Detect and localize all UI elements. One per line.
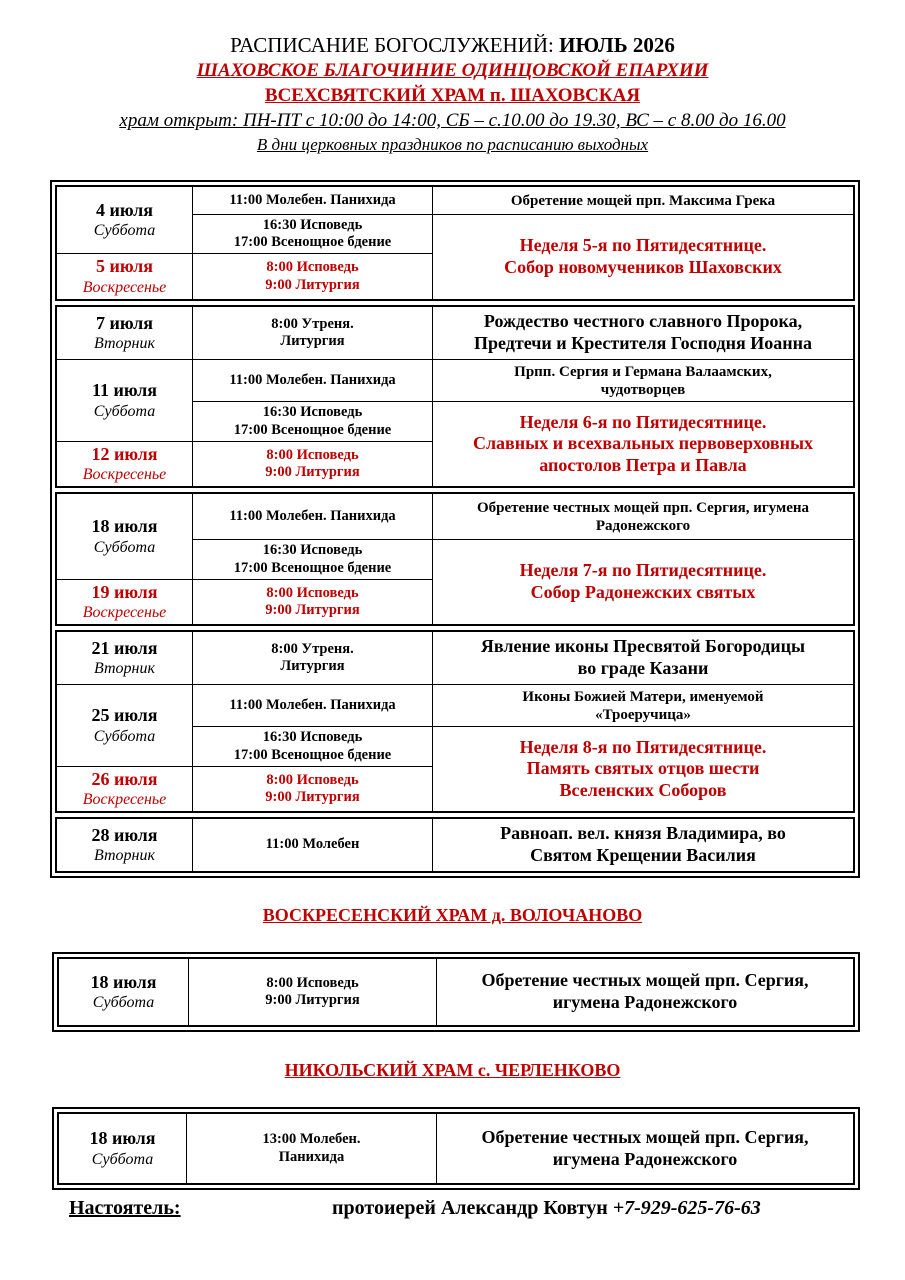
service-line: 17:00 Всенощное бдение <box>233 746 392 763</box>
weekday: Суббота <box>93 402 156 420</box>
service-line: 17:00 Всенощное бдение <box>233 559 392 576</box>
date: 21 июля <box>91 637 158 658</box>
schedule-block-3 <box>55 492 855 626</box>
date-cell <box>57 307 192 359</box>
date-cell <box>57 187 192 253</box>
service-line: 8:00 Исповедь <box>266 771 359 788</box>
schedule-block-1 <box>55 185 855 301</box>
feast-cell <box>433 215 853 299</box>
feast-line: Память святых отцов шести <box>526 758 760 779</box>
title-month: ИЮЛЬ 2026 <box>559 33 675 57</box>
volochanovo-block <box>57 957 855 1027</box>
service-line: 17:00 Всенощное бдение <box>233 421 392 438</box>
service-line: 9:00 Литургия <box>265 992 360 1008</box>
date-cell <box>57 580 192 624</box>
feast-line: Славных и всехвальных первоверховных <box>472 433 814 454</box>
feast-line: Неделя 7-я по Пятидесятнице. <box>519 560 767 581</box>
date: 18 июля <box>90 971 157 992</box>
feast-line: Неделя 6-я по Пятидесятнице. <box>519 411 767 432</box>
weekday: Вторник <box>94 847 155 865</box>
feast-cell <box>433 187 853 214</box>
feast-line: Равноап. вел. князя Владимира, во <box>500 823 786 844</box>
rector-phone: +7-929-625-76-63 <box>612 1197 761 1219</box>
date: 7 июля <box>95 312 153 333</box>
service-cell <box>193 819 432 871</box>
deanery-heading: ШАХОВСКОЕ БЛАГОЧИНИЕ ОДИНЦОВСКОЙ ЕПАРХИИ <box>196 60 709 81</box>
date-cell <box>57 632 192 684</box>
service-line: 8:00 Исповедь <box>266 259 359 276</box>
title-text: РАСПИСАНИЕ БОГОСЛУЖЕНИЙ: <box>230 33 560 57</box>
date: 26 июля <box>91 768 158 789</box>
feast-line: Обретение мощей прп. Максима Грека <box>510 192 776 209</box>
feast-line: Радонежского <box>595 517 691 534</box>
rector-info <box>332 1197 761 1220</box>
weekday: Суббота <box>92 994 155 1012</box>
weekday: Воскресенье <box>82 466 167 484</box>
service-line: 16:30 Исповедь <box>262 729 363 746</box>
date: 5 июля <box>95 256 153 277</box>
service-cell <box>193 402 432 441</box>
date: 25 июля <box>91 705 158 726</box>
service-line: 17:00 Всенощное бдение <box>233 234 392 250</box>
feast-line: Иконы Божией Матери, именуемой <box>522 688 764 705</box>
service-cell <box>193 307 432 359</box>
weekday: Вторник <box>94 335 155 353</box>
weekday: Воскресенье <box>82 604 167 622</box>
service-line: 8:00 Исповедь <box>266 446 359 463</box>
cherlenkovo-block <box>57 1112 855 1185</box>
service-line: 11:00 Молебен. Панихида <box>229 507 396 524</box>
service-line: 9:00 Литургия <box>265 789 360 805</box>
service-line: 8:00 Исповедь <box>266 584 359 601</box>
service-line: 16:30 Исповедь <box>262 404 363 421</box>
holidays-note: В дни церковных праздников по расписанию выходных <box>256 135 649 154</box>
weekday: Суббота <box>91 1150 154 1168</box>
feast-cell <box>433 402 853 486</box>
church-heading: ВСЕХСВЯТСКИЙ ХРАМ п. ШАХОВСКАЯ <box>264 85 641 106</box>
feast-line: игумена Радонежского <box>552 992 738 1012</box>
service-line: Литургия <box>280 658 345 674</box>
service-cell <box>189 959 436 1025</box>
feast-line: во граде Казани <box>577 658 709 678</box>
date: 11 июля <box>91 380 158 401</box>
feast-cell <box>433 494 853 539</box>
rector-label: Настоятель: <box>69 1197 181 1219</box>
schedule-block-4 <box>55 630 855 813</box>
feast-cell <box>433 360 853 401</box>
date-cell <box>57 442 192 486</box>
service-cell <box>193 685 432 726</box>
date-cell <box>57 767 192 811</box>
service-cell <box>193 360 432 401</box>
date-cell <box>57 819 192 871</box>
feast-line: Обретение честных мощей прп. Сергия, <box>481 970 809 991</box>
date: 19 июля <box>91 581 158 602</box>
date-cell <box>57 360 192 441</box>
rector-name: протоиерей Александр Ковтун <box>332 1197 608 1219</box>
weekday: Вторник <box>94 660 155 678</box>
feast-line: «Троеручица» <box>595 706 691 723</box>
feast-line: Обретение честных мощей прп. Сергия, <box>481 1126 809 1147</box>
service-line: 9:00 Литургия <box>265 602 360 618</box>
service-cell <box>187 1114 436 1183</box>
service-cell <box>193 254 432 299</box>
feast-line: Обретение честных мощей прп. Сергия, игумена <box>476 499 810 516</box>
feast-line: Вселенских Соборов <box>559 779 727 800</box>
service-line: Панихида <box>278 1148 345 1165</box>
service-line: Литургия <box>280 333 345 349</box>
service-line: 11:00 Молебен. Панихида <box>229 191 396 208</box>
feast-line: Явление иконы Пресвятой Богородицы <box>480 636 806 657</box>
service-line: 16:30 Исповедь <box>262 216 363 233</box>
service-cell <box>193 540 432 579</box>
service-line: 8:00 Утреня. <box>271 315 354 332</box>
date-cell <box>57 254 192 299</box>
service-line: 8:00 Утреня. <box>271 640 354 657</box>
date-cell <box>59 959 188 1025</box>
service-line: 13:00 Молебен. <box>262 1131 361 1148</box>
feast-cell <box>437 1114 853 1183</box>
volochanovo-heading: ВОСКРЕСЕНСКИЙ ХРАМ д. ВОЛОЧАНОВО <box>262 905 643 925</box>
cherlenkovo-heading: НИКОЛЬСКИЙ ХРАМ с. ЧЕРЛЕНКОВО <box>284 1060 621 1080</box>
date: 18 июля <box>89 1128 156 1149</box>
feast-cell <box>433 632 853 684</box>
service-cell <box>193 727 432 766</box>
service-line: 8:00 Исповедь <box>266 974 359 991</box>
feast-line: Прпп. Сергия и Германа Валаамских, <box>514 363 772 380</box>
feast-line: чудотворцев <box>600 381 686 398</box>
weekday: Воскресенье <box>82 791 167 809</box>
date: 18 июля <box>91 516 158 537</box>
service-line: 9:00 Литургия <box>265 276 360 293</box>
date-cell <box>59 1114 186 1183</box>
service-cell <box>193 442 432 486</box>
weekday: Суббота <box>93 222 156 240</box>
feast-cell <box>433 540 853 624</box>
feast-line: Рождество честного славного Пророка, <box>483 311 803 332</box>
feast-line: Неделя 5-я по Пятидесятнице. <box>519 235 767 256</box>
service-cell <box>193 215 432 253</box>
weekday: Суббота <box>93 727 156 745</box>
feast-cell <box>433 819 853 871</box>
service-cell <box>193 580 432 624</box>
feast-line: Собор новомучеников Шаховских <box>504 257 782 277</box>
feast-line: Неделя 8-я по Пятидесятнице. <box>519 736 767 757</box>
weekday: Воскресенье <box>82 278 167 296</box>
opening-hours: храм открыт: ПН-ПТ с 10:00 до 14:00, СБ – с.10.00 до 19.30, ВС – с 8.00 до 16.00 <box>119 110 786 131</box>
date-cell <box>57 494 192 579</box>
service-line: 16:30 Исповедь <box>262 542 363 559</box>
service-cell <box>193 767 432 811</box>
service-cell <box>193 632 432 684</box>
feast-line: Святом Крещении Василия <box>530 845 756 865</box>
service-cell <box>193 494 432 539</box>
date: 28 июля <box>91 824 158 845</box>
page-title <box>0 33 905 58</box>
feast-cell <box>437 959 853 1025</box>
schedule-block-2 <box>55 305 855 488</box>
service-line: 11:00 Молебен. Панихида <box>229 371 396 388</box>
weekday: Суббота <box>93 538 156 556</box>
schedule-block-5 <box>55 817 855 873</box>
date-cell <box>57 685 192 766</box>
service-cell <box>193 187 432 214</box>
service-line: 11:00 Молебен <box>265 836 360 853</box>
date: 12 июля <box>91 443 158 464</box>
feast-line: Собор Радонежских святых <box>530 582 756 602</box>
service-line: 9:00 Литургия <box>265 464 360 480</box>
date: 4 июля <box>95 199 153 220</box>
service-line: 11:00 Молебен. Панихида <box>229 696 396 713</box>
feast-line: игумена Радонежского <box>552 1148 738 1169</box>
feast-cell <box>433 727 853 811</box>
feast-line: апостолов Петра и Павла <box>539 454 747 475</box>
feast-cell <box>433 307 853 359</box>
feast-line: Предтечи и Крестителя Господня Иоанна <box>474 333 812 353</box>
feast-cell <box>433 685 853 726</box>
